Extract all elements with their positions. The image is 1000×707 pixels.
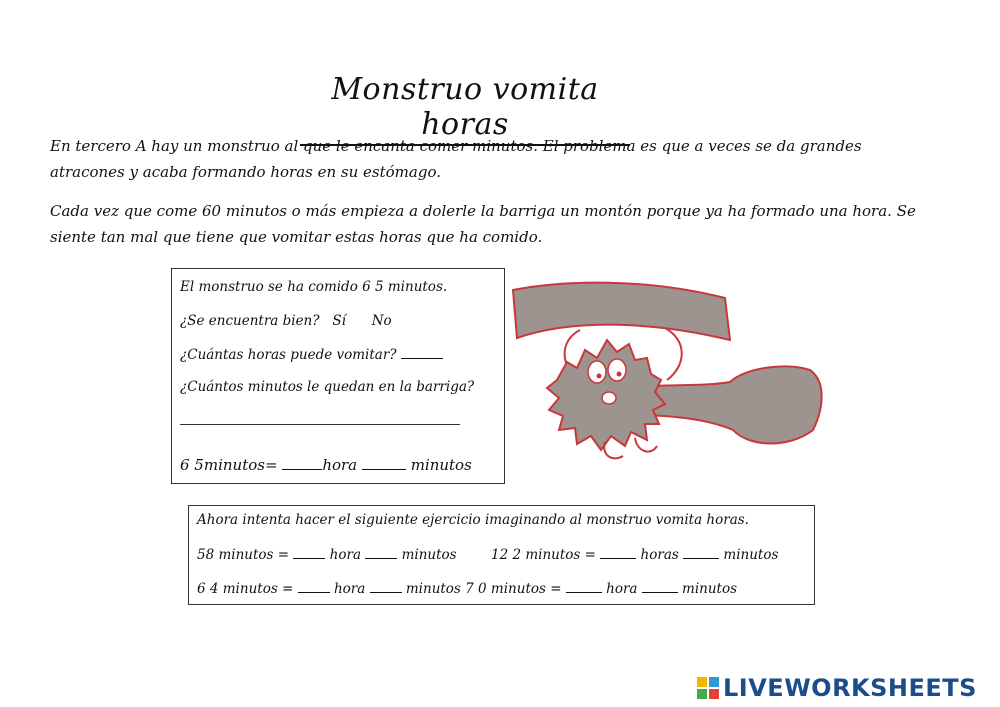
- exercise-1-hora-blank[interactable]: [293, 546, 325, 559]
- exercise-2-hora-blank[interactable]: [600, 546, 636, 559]
- equation-hora-label: hora: [322, 456, 358, 474]
- question-hours: [180, 346, 443, 363]
- monster-left-eye: [588, 361, 606, 383]
- exercise-4-hora: hora: [606, 581, 638, 597]
- monster-mouth: [602, 392, 616, 404]
- monster-right-eye: [608, 359, 626, 381]
- minutes-answer-line[interactable]: [180, 424, 460, 425]
- monster-right-arm: [665, 328, 682, 380]
- exercise-1-minutos-blank[interactable]: [365, 546, 397, 559]
- exercise-2-hora: horas: [640, 547, 679, 563]
- statement-line: El monstruo se ha comido 6 5 minutos.: [180, 279, 448, 295]
- exercise-2: [491, 546, 778, 563]
- exercise-1-hora: hora: [329, 547, 361, 563]
- monster-feet: [604, 438, 657, 458]
- exercise-3-sep: =: [282, 581, 294, 597]
- exercise-1: [197, 546, 457, 563]
- exercise-3-minutos-blank[interactable]: [370, 580, 402, 593]
- equation-hora-blank[interactable]: [282, 457, 322, 470]
- question-box: [171, 268, 505, 484]
- exercise-2-minutos: minutos: [723, 547, 779, 563]
- liveworksheets-logo-icon: [697, 677, 719, 699]
- exercise-box: [188, 505, 815, 605]
- question-hours-text: ¿Cuántas horas puede vomitar?: [180, 347, 397, 363]
- equation-minutos-label: minutos: [410, 456, 472, 474]
- exercise-3-value: 6 4 minutos: [197, 581, 278, 597]
- liveworksheets-brand: [697, 674, 977, 702]
- intro-paragraph-1: En tercero A hay un monstruo al que le encanta comer minutos. El problema es que a veces se da grandes atracones y acaba formando horas en su estómago.: [50, 137, 862, 181]
- option-no[interactable]: No: [371, 313, 392, 329]
- question-minutes: ¿Cuántos minutos le quedan en la barriga?: [180, 379, 475, 395]
- exercise-3-minutos: minutos: [405, 581, 461, 597]
- exercise-4-value: 7 0 minutos: [465, 581, 546, 597]
- exercise-3-hora: hora: [333, 581, 366, 597]
- exercise-3-4: [197, 580, 737, 597]
- question-well-text: ¿Se encuentra bien?: [180, 313, 320, 329]
- exercise-instruction: Ahora intenta hacer el siguiente ejercicio imaginando al monstruo vomita horas.: [197, 512, 749, 528]
- monster-illustration: [505, 270, 830, 485]
- exercise-2-value: 12 2 minutos: [491, 547, 581, 563]
- exercise-4-hora-blank[interactable]: [566, 580, 602, 593]
- hours-answer-blank[interactable]: [401, 346, 443, 359]
- exercise-2-minutos-blank[interactable]: [683, 546, 719, 559]
- exercise-1-sep: =: [277, 547, 290, 563]
- equation-start: 6 5minutos=: [180, 456, 278, 474]
- exercise-2-sep: =: [584, 547, 596, 563]
- equation-line: [180, 456, 472, 474]
- exercise-1-minutos: minutos: [401, 547, 457, 563]
- exercise-1-value: 58 minutos: [197, 547, 274, 563]
- intro-paragraph-2: Cada vez que come 60 minutos o más empieza a dolerle la barriga un montón porque ya ha formado una hora. Se siente tan mal que tiene que vomitar estas horas que ha comido.: [50, 202, 916, 246]
- question-well: [180, 313, 392, 329]
- brand-name: LIVEWORKSHEETS: [723, 674, 977, 702]
- monster-banner: [513, 283, 730, 340]
- worksheet-title: Monstruo vomita horas: [300, 72, 630, 146]
- exercise-3-hora-blank[interactable]: [298, 580, 330, 593]
- exercise-4-minutos: minutos: [682, 581, 738, 597]
- exercise-4-sep: =: [550, 581, 562, 597]
- equation-minutos-blank[interactable]: [362, 457, 406, 470]
- option-yes[interactable]: Sí: [332, 313, 346, 329]
- exercise-4-minutos-blank[interactable]: [642, 580, 678, 593]
